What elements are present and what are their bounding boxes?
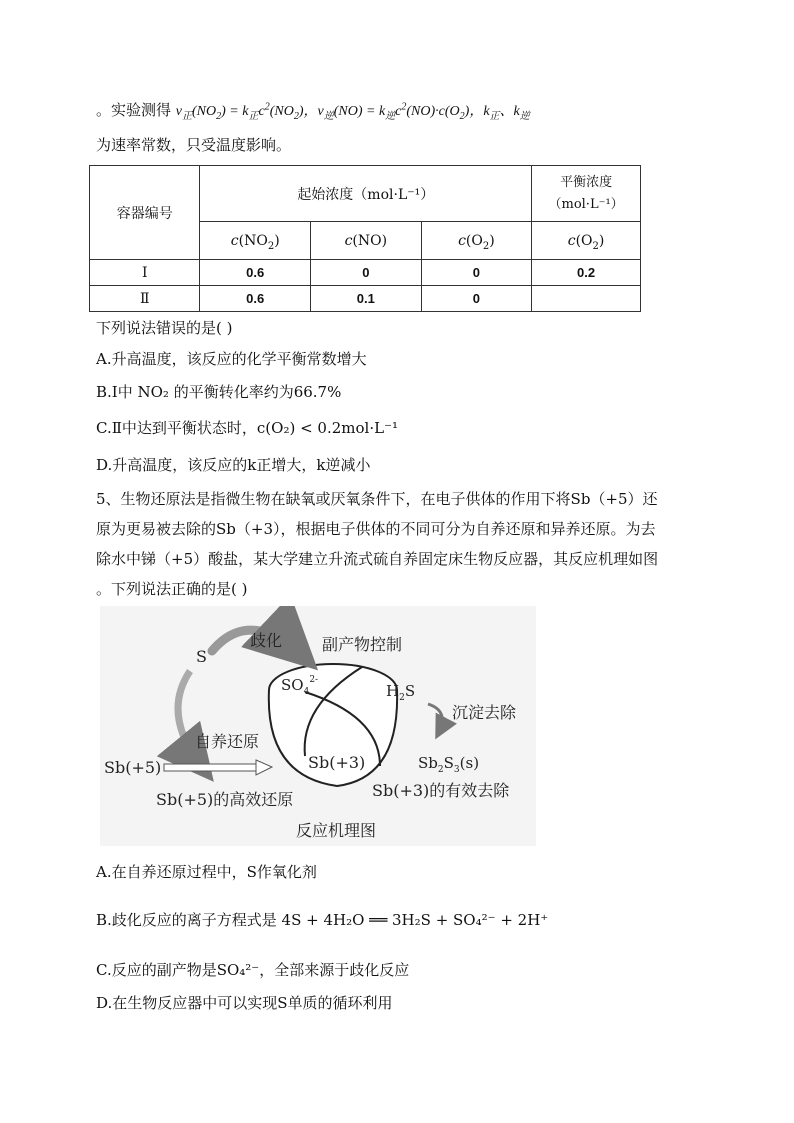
q5-stem-line-2: 原为更易被去除的Sb（+3），根据电子供体的不同可分为自养还原和异养还原。为去 [96,520,656,538]
table-cell [532,286,641,312]
label-sb2s3: $Sb_2S_3(s)$ [418,754,480,775]
label-autotrophic: 自养还原 [195,732,260,751]
eq-conc-header: 平衡浓度（mol·L⁻¹） [532,166,641,222]
intro-line-1 [96,100,530,122]
q5-option-c: C.反应的副产物是SO₄²⁻，全部来源于歧化反应 [96,961,410,979]
q4-stem: 下列说法错误的是( ) [96,319,233,337]
table-row [90,260,641,286]
table-cell: 0 [311,260,422,286]
row-id: Ⅱ [90,286,200,312]
rate-formula: $v_正(NO_2) = k_正c^2(NO_2)$，$v_逆(NO) = k_逆c^2(NO)\cdot c(O_2)$，$k_正$、$k_逆$ [175,101,530,122]
subheader-c-o2-eq: $c(O_2)$ [532,222,641,260]
table-cell: 0 [421,286,532,312]
label-sb3: Sb(+3) [308,753,366,772]
label-so4: $SO_4^{2-}$ [281,675,319,697]
label-h2s: $H_2S$ [386,682,416,703]
label-sb5: Sb(+5) [104,758,162,777]
label-s: S [196,647,207,666]
table-cell: 0.6 [200,286,311,312]
subheader-c-no: c(NO) [311,222,422,260]
reaction-mechanism-diagram [100,606,536,846]
autotrophic-arrow [164,764,256,771]
table-cell: 0.2 [532,260,641,286]
start-conc-header: 起始浓度（mol·L⁻¹） [200,166,532,222]
q5-option-a: A.在自养还原过程中，S作氧化剂 [96,863,317,881]
q5-stem-line-3: 除水中锑（+5）酸盐，某大学建立升流式硫自养固定床生物反应器，其反应机理如图 [96,550,659,568]
table-cell: 0 [421,260,532,286]
subheader-c-no2: $c(NO_2)$ [200,222,311,260]
label-byproduct-control: 副产物控制 [322,635,403,654]
row-id: Ⅰ [90,260,200,286]
col-header-container: 容器编号 [90,166,200,260]
label-disproportion: 歧化 [250,631,283,650]
subheader-c-o2: $c(O_2)$ [421,222,532,260]
q5-option-b: B.歧化反应的离子方程式是 4S + 4H₂O ══ 3H₂S + SO₄²⁻ + 2H⁺ [96,911,549,929]
intro-prefix: 。实验测得 [96,101,172,119]
concentration-table [89,165,641,312]
intro-line-2: 为速率常数，只受温度影响。 [96,136,292,154]
diagram-caption: 反应机理图 [296,821,377,840]
table-cell: 0.1 [311,286,422,312]
q4-option-b: B.Ⅰ中 NO₂ 的平衡转化率约为66.7% [96,383,342,401]
label-precip-removal: 沉淀去除 [452,703,517,722]
label-effective-removal: Sb(+3)的有效去除 [372,781,510,800]
table-cell: 0.6 [200,260,311,286]
table-row [90,286,641,312]
q5-stem-line-1: 5、生物还原法是指微生物在缺氧或厌氧条件下，在电子供体的作用下将Sb（+5）还 [96,490,658,508]
q4-option-d: D.升高温度，该反应的k正增大，k逆减小 [96,456,371,474]
q4-option-a: A.升高温度，该反应的化学平衡常数增大 [96,350,367,368]
q5-stem-line-4: 。下列说法正确的是( ) [96,580,248,598]
q5-option-d: D.在生物反应器中可以实现S单质的循环利用 [96,994,393,1012]
label-efficient-reduction: Sb(+5)的高效还原 [156,790,294,809]
q4-option-c: C.Ⅱ中达到平衡状态时，c(O₂) < 0.2mol·L⁻¹ [96,419,398,437]
